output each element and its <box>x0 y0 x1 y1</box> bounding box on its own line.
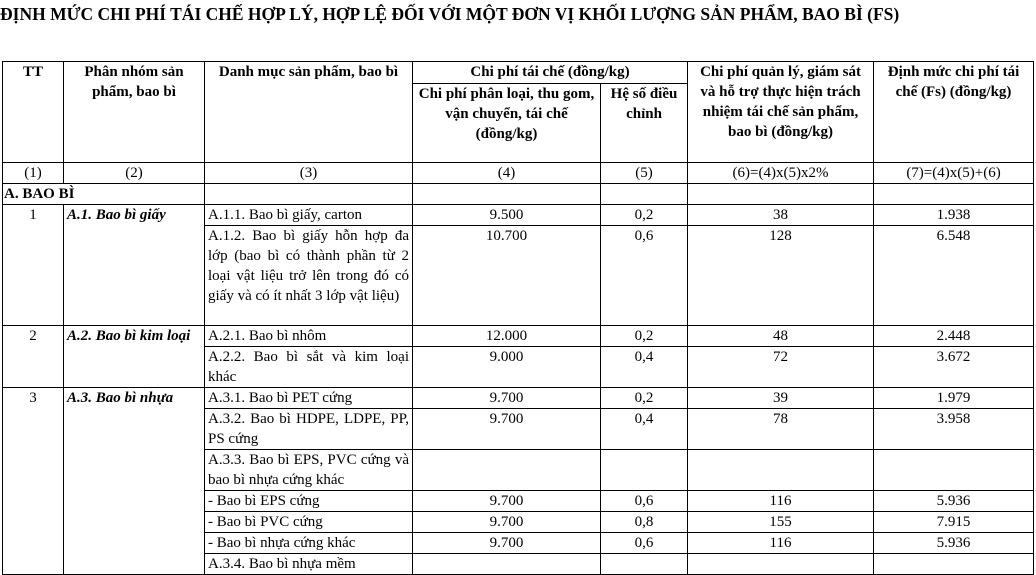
coef-value: 0,8 <box>601 512 688 533</box>
coef-value: 0,4 <box>601 347 688 388</box>
mgmt-cost-value: 155 <box>688 512 874 533</box>
item-name: A.2.1. Bao bì nhôm <box>205 326 413 347</box>
item-name: - Bao bì EPS cứng <box>205 491 413 512</box>
group-name: A.3. Bao bì nhựa <box>64 388 205 575</box>
col-number: (1) <box>3 163 64 184</box>
sort-cost-value: 9.000 <box>413 347 601 388</box>
coef-value <box>601 554 688 575</box>
mgmt-cost-value: 128 <box>688 226 874 326</box>
mgmt-cost-value: 72 <box>688 347 874 388</box>
coef-value: 0,2 <box>601 326 688 347</box>
coef-value: 0,4 <box>601 409 688 450</box>
group-name: A.1. Bao bì giấy <box>64 205 205 326</box>
header-coef: Hệ số điều chỉnh <box>601 84 688 163</box>
item-name: A.2.2. Bao bì sắt và kim loại khác <box>205 347 413 388</box>
group-tt: 3 <box>3 388 64 575</box>
sort-cost-value <box>413 450 601 491</box>
fs-value <box>874 554 1034 575</box>
mgmt-cost-value: 116 <box>688 533 874 554</box>
item-name: A.3.2. Bao bì HDPE, LDPE, PP, PS cứng <box>205 409 413 450</box>
fs-value: 5.936 <box>874 491 1034 512</box>
fs-value: 6.548 <box>874 226 1034 326</box>
sort-cost-value <box>413 554 601 575</box>
header-item: Danh mục sản phẩm, bao bì <box>205 62 413 163</box>
sort-cost-value: 9.700 <box>413 491 601 512</box>
fs-value: 1.938 <box>874 205 1034 226</box>
section-title: A. BAO BÌ <box>3 184 205 205</box>
item-name: A.1.2. Bao bì giấy hỗn hợp đa lớp (bao bì có thành phần từ 2 loại vật liệu trở lên trong đó có giấy và có ít nhất 3 lớp vật liệu) <box>205 226 413 326</box>
coef-value: 0,2 <box>601 205 688 226</box>
mgmt-cost-value: 39 <box>688 388 874 409</box>
fs-value: 5.936 <box>874 533 1034 554</box>
group-tt: 2 <box>3 326 64 388</box>
header-sort-cost: Chi phí phân loại, thu gom, vận chuyển, tái chế (đồng/kg) <box>413 84 601 163</box>
item-name: - Bao bì PVC cứng <box>205 512 413 533</box>
col-number: (6)=(4)x(5)x2% <box>688 163 874 184</box>
header-fs: Định mức chi phí tái chế (Fs) (đồng/kg) <box>874 62 1034 163</box>
mgmt-cost-value: 48 <box>688 326 874 347</box>
mgmt-cost-value <box>688 450 874 491</box>
fs-value <box>874 450 1034 491</box>
col-number: (7)=(4)x(5)+(6) <box>874 163 1034 184</box>
sort-cost-value: 9.700 <box>413 512 601 533</box>
col-number: (3) <box>205 163 413 184</box>
item-name: A.3.4. Bao bì nhựa mềm <box>205 554 413 575</box>
group-name: A.2. Bao bì kim loại <box>64 326 205 388</box>
coef-value: 0,6 <box>601 533 688 554</box>
coef-value: 0,2 <box>601 388 688 409</box>
mgmt-cost-value: 116 <box>688 491 874 512</box>
col-number: (2) <box>64 163 205 184</box>
header-group: Phân nhóm sản phẩm, bao bì <box>64 62 205 163</box>
fs-value: 2.448 <box>874 326 1034 347</box>
mgmt-cost-value: 78 <box>688 409 874 450</box>
sort-cost-value: 12.000 <box>413 326 601 347</box>
sort-cost-value: 9.500 <box>413 205 601 226</box>
fs-value: 3.672 <box>874 347 1034 388</box>
sort-cost-value: 9.700 <box>413 533 601 554</box>
mgmt-cost-value <box>688 554 874 575</box>
sort-cost-value: 9.700 <box>413 388 601 409</box>
item-name: A.1.1. Bao bì giấy, carton <box>205 205 413 226</box>
fs-value: 7.915 <box>874 512 1034 533</box>
recycling-cost-table <box>2 61 1034 575</box>
mgmt-cost-value: 38 <box>688 205 874 226</box>
header-tt: TT <box>3 62 64 163</box>
coef-value: 0,6 <box>601 491 688 512</box>
sort-cost-value: 9.700 <box>413 409 601 450</box>
coef-value <box>601 450 688 491</box>
col-number: (4) <box>413 163 601 184</box>
coef-value: 0,6 <box>601 226 688 326</box>
group-tt: 1 <box>3 205 64 326</box>
fs-value: 1.979 <box>874 388 1034 409</box>
item-name: - Bao bì nhựa cứng khác <box>205 533 413 554</box>
col-number: (5) <box>601 163 688 184</box>
item-name: A.3.1. Bao bì PET cứng <box>205 388 413 409</box>
sort-cost-value: 10.700 <box>413 226 601 326</box>
fs-value: 3.958 <box>874 409 1034 450</box>
item-name: A.3.3. Bao bì EPS, PVC cứng và bao bì nhựa cứng khác <box>205 450 413 491</box>
header-mgmt-cost: Chi phí quản lý, giám sát và hỗ trợ thực hiện trách nhiệm tái chế sản phẩm, bao bì (đồng/kg) <box>688 62 874 163</box>
page-title: ĐỊNH MỨC CHI PHÍ TÁI CHẾ HỢP LÝ, HỢP LỆ ĐỐI VỚI MỘT ĐƠN VỊ KHỐI LƯỢNG SẢN PHẨM, BAO BÌ (FS) <box>0 4 900 24</box>
header-recycle-cost: Chi phí tái chế (đồng/kg) <box>413 62 688 84</box>
